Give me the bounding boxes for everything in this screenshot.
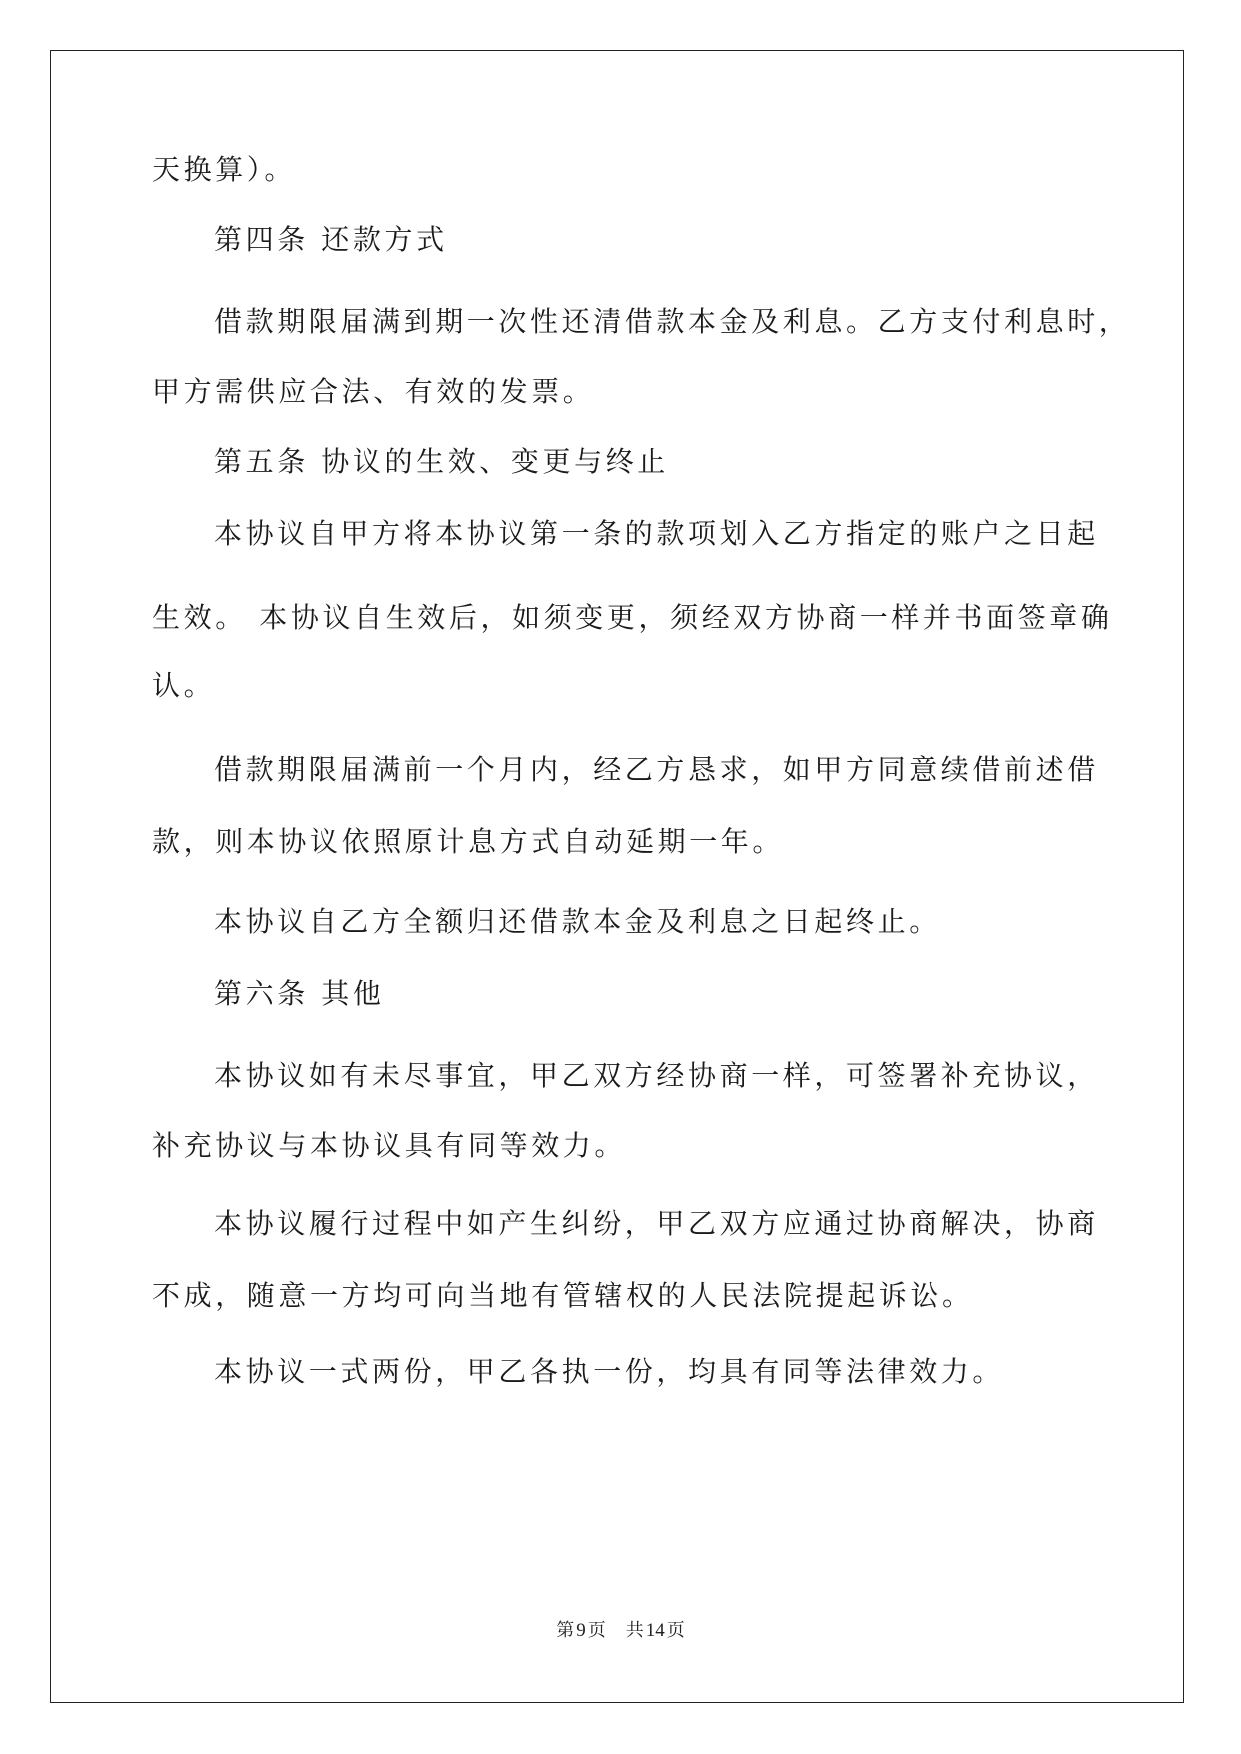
total-pages: 14: [645, 1620, 665, 1641]
page-border: [50, 50, 1184, 1703]
section-heading: 第六条 其他: [214, 977, 385, 1010]
paragraph-line: 借款期限届满到期一次性还清借款本金及利息。乙方支付利息时，: [214, 305, 1131, 338]
paragraph-line: 本协议一式两份，甲乙各执一份，均具有同等法律效力。: [214, 1355, 1005, 1388]
paragraph-line: 认。: [152, 669, 216, 702]
paragraph-line: 款，则本协议依照原计息方式自动延期一年。: [152, 825, 785, 858]
page-prefix: 第: [556, 1620, 575, 1641]
paragraph-line: 本协议自甲方将本协议第一条的款项划入乙方指定的账户之日起: [214, 517, 1099, 550]
page-footer: [0, 1616, 1241, 1642]
paragraph-line: 甲方需供应合法、有效的发票。: [152, 375, 595, 408]
paragraph-line: 本协议自乙方全额归还借款本金及利息之日起终止。: [214, 905, 941, 938]
section-heading: 第五条 协议的生效、变更与终止: [214, 445, 669, 478]
total-suffix: 页: [666, 1620, 685, 1641]
paragraph-line: 生效。 本协议自生效后，如须变更，须经双方协商一样并书面签章确: [152, 601, 1113, 634]
total-prefix: 共: [625, 1620, 644, 1641]
paragraph-line: 补充协议与本协议具有同等效力。: [152, 1129, 627, 1162]
paragraph-line: 借款期限届满前一个月内，经乙方恳求，如甲方同意续借前述借: [214, 753, 1099, 786]
page-number: 9: [576, 1620, 586, 1641]
paragraph-line: 不成，随意一方均可向当地有管辖权的人民法院提起诉讼。: [152, 1279, 974, 1312]
paragraph-line: 本协议履行过程中如产生纠纷，甲乙双方应通过协商解决，协商: [214, 1207, 1099, 1240]
section-heading: 第四条 还款方式: [214, 223, 448, 256]
paragraph-line: 本协议如有未尽事宜，甲乙双方经协商一样，可签署补充协议，: [214, 1059, 1099, 1092]
paragraph-line: 天换算）。: [152, 153, 297, 186]
page-suffix: 页: [587, 1620, 606, 1641]
